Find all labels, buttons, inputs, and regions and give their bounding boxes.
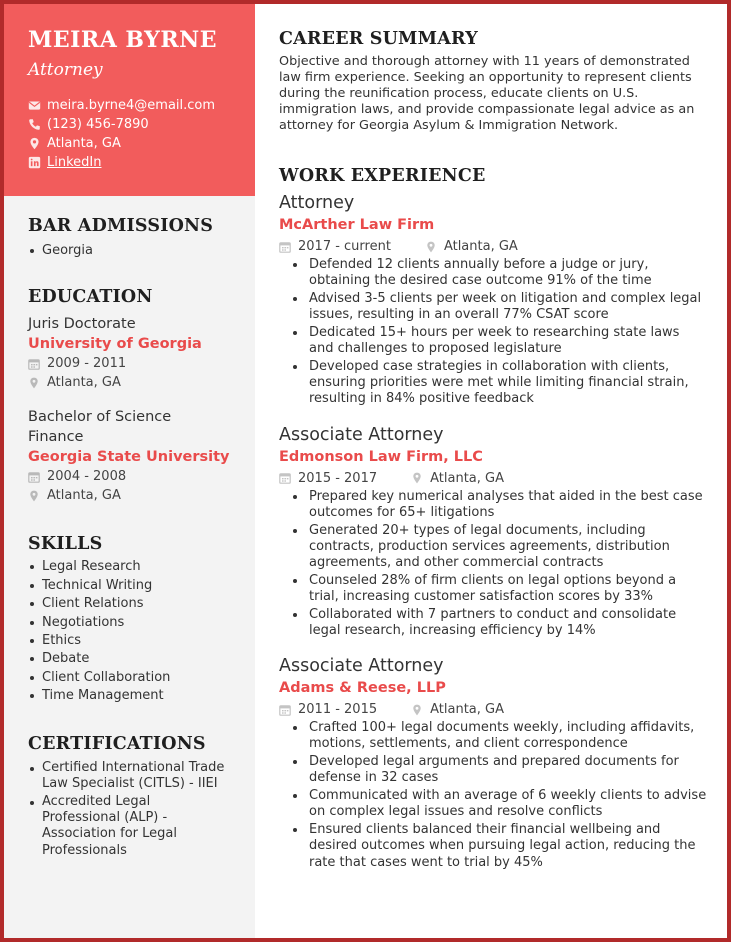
job-bullet: Generated 20+ types of legal documents, including contracts, production services agreements, distribution agreements, and other commercial contracts (289, 523, 707, 572)
job-meta (279, 237, 707, 256)
certifications-section (28, 733, 231, 859)
location-text: Atlanta, GA (47, 488, 121, 504)
linkedin-link[interactable]: LinkedIn (47, 155, 102, 170)
skill-item: Debate (28, 650, 231, 668)
dates-text: 2015 - 2017 (298, 470, 378, 486)
job-bullet: Developed legal arguments and prepared documents for defense in 32 cases (289, 754, 707, 786)
contact-linkedin[interactable] (28, 153, 231, 172)
company-name: Adams & Reese, LLP (279, 680, 446, 697)
job-bullet: Crafted 100+ legal documents weekly, including affidavits, motions, settlements, and client correspondence (289, 720, 707, 752)
job-bullet: Advised 3-5 clients per week on litigation and complex legal issues, resulting in an overall 77% CSAT score (289, 291, 707, 323)
candidate-title: Attorney (28, 60, 103, 80)
envelope-icon (28, 99, 41, 112)
job-bullet: Collaborated with 7 partners to conduct and consolidate legal research, increasing efficiency by 14% (289, 607, 707, 639)
job-bullets (279, 257, 707, 408)
degree: Bachelor of Science Finance (28, 409, 172, 446)
bar-admissions-heading: BAR ADMISSIONS (28, 216, 214, 236)
certifications-heading: CERTIFICATIONS (28, 733, 206, 754)
linkedin-icon (28, 156, 41, 169)
job-meta (279, 700, 707, 719)
career-summary-section (279, 28, 707, 134)
location-text: Atlanta, GA (47, 375, 121, 391)
contact-location (28, 134, 231, 153)
candidate-name: MEIRA BYRNE (28, 27, 217, 53)
education-heading: EDUCATION (28, 287, 153, 308)
contact-email[interactable] (28, 96, 231, 115)
education-location (28, 373, 231, 392)
certification-item: Accredited Legal Professional (ALP) - Association for Legal Professionals (28, 794, 231, 859)
location-pin-icon (411, 472, 423, 484)
work-experience-heading: WORK EXPERIENCE (279, 166, 486, 186)
job-meta (279, 469, 707, 488)
education-location (28, 486, 231, 505)
header (4, 4, 255, 196)
skill-item: Client Collaboration (28, 669, 231, 687)
education-section (28, 286, 231, 505)
job-bullet: Ensured clients balanced their financial wellbeing and desired outcomes when pursuing legal action, reducing the rate that cases went to trial by 45% (289, 822, 707, 871)
sidebar (4, 4, 255, 938)
contact-phone[interactable] (28, 115, 231, 134)
job-title: Associate Attorney (279, 424, 444, 445)
job-entry (279, 424, 707, 640)
job-dates (279, 700, 377, 719)
skill-item: Time Management (28, 687, 231, 705)
company-name: McArther Law Firm (279, 217, 435, 233)
school-name: Georgia State University (28, 449, 230, 466)
location-pin-icon (411, 704, 423, 716)
calendar-icon (279, 241, 291, 253)
job-location (411, 469, 504, 488)
job-bullet: Prepared key numerical analyses that aided in the best case outcomes for 65+ litigations (289, 489, 707, 521)
email-text: meira.byrne4@email.com (47, 98, 216, 113)
job-dates (279, 237, 391, 256)
education-entry (28, 407, 231, 505)
job-bullet: Dedicated 15+ hours per week to researching state laws and challenges to proposed legislature (289, 325, 707, 357)
job-dates (279, 469, 377, 488)
job-bullet: Communicated with an average of 6 weekly clients to advise on complex legal issues and resolve conflicts (289, 788, 707, 820)
location-pin-icon (28, 377, 40, 389)
job-title: Associate Attorney (279, 656, 444, 677)
skill-item: Technical Writing (28, 577, 231, 595)
company-name: Edmonson Law Firm, LLC (279, 448, 483, 465)
bar-admission-item: Georgia (28, 242, 231, 260)
degree: Juris Doctorate (28, 316, 136, 333)
location-text: Atlanta, GA (47, 136, 121, 151)
school-name: University of Georgia (28, 336, 202, 353)
job-entry (279, 655, 707, 871)
education-dates (28, 467, 231, 486)
calendar-icon (28, 358, 40, 370)
career-summary-text: Objective and thorough attorney with 11 years of demonstrated law firm experience. Seeking an opportunity to represent clients during the reunification process, educate clients on U.S. immigration laws, and provide compassionate legal advice as an attorney for Georgia Asylum & Immigration Network. (279, 54, 695, 133)
location-text: Atlanta, GA (443, 239, 518, 254)
sidebar-body (4, 215, 255, 859)
job-location (425, 237, 518, 256)
certification-item: Certified International Trade Law Specialist (CITLS) - IIEI (28, 760, 231, 792)
work-experience-section (279, 165, 707, 871)
job-bullets (279, 489, 707, 640)
skill-item: Client Relations (28, 595, 231, 613)
phone-icon (28, 118, 41, 131)
location-pin-icon (425, 241, 437, 253)
phone-text: (123) 456-7890 (47, 117, 149, 132)
skill-item: Ethics (28, 632, 231, 650)
dates-text: 2017 - current (298, 239, 391, 254)
calendar-icon (28, 471, 40, 483)
education-dates (28, 354, 231, 373)
job-bullet: Developed case strategies in collaboration with clients, ensuring priorities were met while limiting financial strain, resulting in 84% positive feedback (289, 359, 707, 408)
skill-item: Legal Research (28, 558, 231, 576)
job-entry (279, 192, 707, 408)
career-summary-heading: CAREER SUMMARY (279, 29, 478, 49)
bar-admissions-section (28, 215, 231, 260)
location-text: Atlanta, GA (430, 470, 504, 486)
education-entry (28, 314, 231, 392)
job-bullets (279, 720, 707, 871)
dates-text: 2009 - 2011 (47, 356, 127, 372)
skill-item: Negotiations (28, 614, 231, 632)
dates-text: 2004 - 2008 (47, 469, 127, 485)
job-title: Attorney (279, 193, 355, 213)
job-bullet: Counseled 28% of firm clients on legal options beyond a trial, increasing customer satisfaction scores by 33% (289, 573, 707, 605)
dates-text: 2011 - 2015 (298, 702, 378, 718)
calendar-icon (279, 472, 291, 484)
calendar-icon (279, 704, 291, 716)
job-bullet: Defended 12 clients annually before a judge or jury, obtaining the desired case outcome 91% of the time (289, 257, 707, 289)
skills-section (28, 533, 231, 705)
location-text: Atlanta, GA (430, 702, 504, 718)
job-location (411, 700, 504, 719)
location-pin-icon (28, 137, 41, 150)
main-column (255, 4, 731, 872)
location-pin-icon (28, 490, 40, 502)
skills-heading: SKILLS (28, 534, 103, 555)
